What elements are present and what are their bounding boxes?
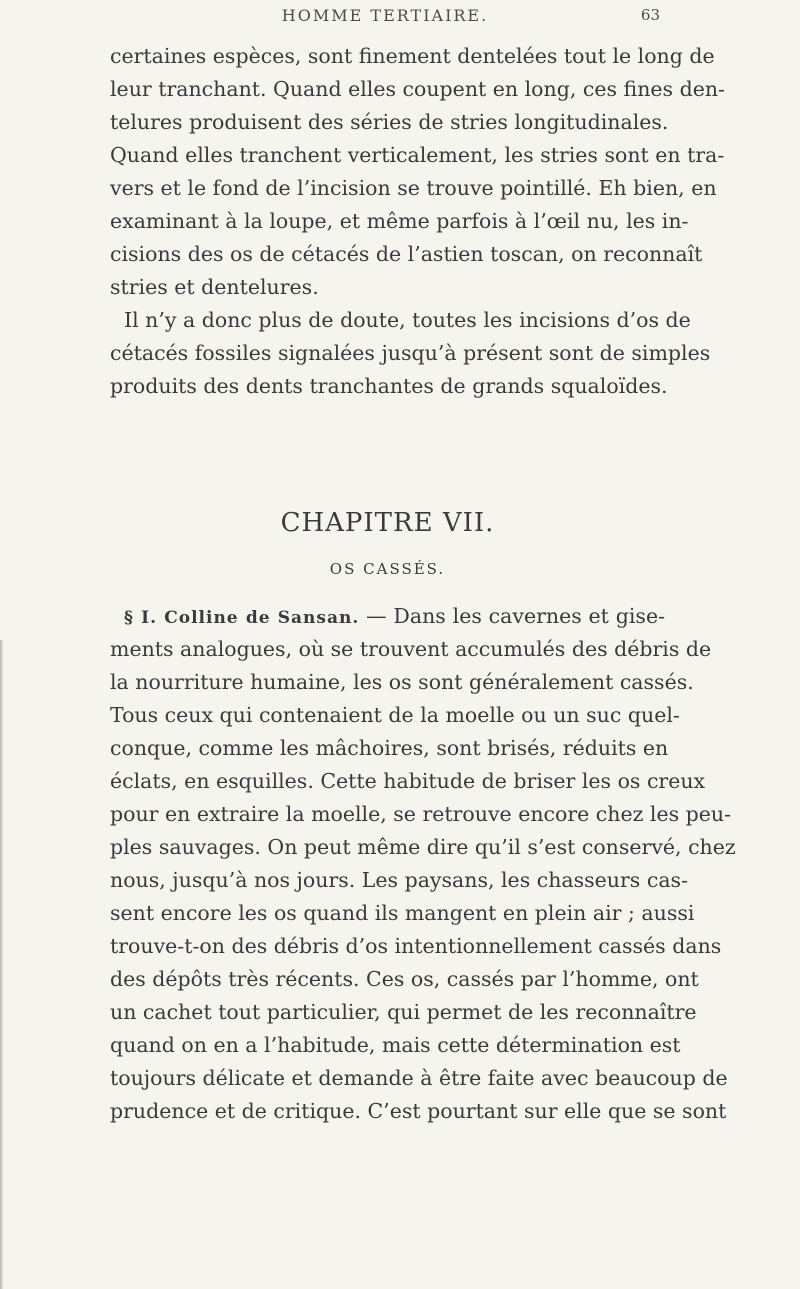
text-line: Quand elles tranchent verticalement, les stries sont en tra- (110, 143, 725, 167)
text-line: telures produisent des séries de stries longitudinales. (110, 110, 669, 134)
text-line: ples sauvages. On peut même dire qu’il s’est conservé, chez (110, 835, 736, 859)
chapter-subtitle: OS CASSÉS. (329, 560, 446, 578)
text-line: cisions des os de cétacés de l’astien toscan, on reconnaît (110, 242, 703, 266)
section-paragraph (110, 600, 736, 1128)
text-line: produits des dents tranchantes de grands squaloïdes. (110, 374, 668, 398)
text-line: conque, comme les mâchoires, sont brisés, réduits en (110, 736, 669, 760)
section-heading: § I. Colline de Sansan. (124, 608, 360, 628)
text-line: stries et dentelures. (110, 275, 319, 299)
text-line: examinant à la loupe, et même parfois à l’œil nu, les in- (110, 209, 689, 233)
text-line: vers et le fond de l’incision se trouve pointillé. Eh bien, en (110, 176, 717, 200)
paragraph-continuation (110, 40, 725, 403)
text-line: nous, jusqu’à nos jours. Les paysans, les chasseurs cas- (110, 868, 688, 892)
section-first-line-text: — Dans les cavernes et gise- (359, 604, 666, 628)
text-line: leur tranchant. Quand elles coupent en long, ces fines den- (110, 77, 725, 101)
section-first-line (110, 600, 665, 633)
text-line: trouve-t-on des débris d’os intentionnellement cassés dans (110, 934, 722, 958)
page-number: 63 (640, 6, 660, 24)
text-line: ments analogues, où se trouvent accumulés des débris de (110, 637, 712, 661)
text-line: la nourriture humaine, les os sont généralement cassés. (110, 670, 694, 694)
text-line: éclats, en esquilles. Cette habitude de briser les os creux (110, 769, 706, 793)
page-gutter-shadow (0, 640, 3, 1289)
text-line: Tous ceux qui contenaient de la moelle ou un suc quel- (110, 703, 680, 727)
text-line: sent encore les os quand ils mangent en plein air ; aussi (110, 901, 695, 925)
text-line: quand on en a l’habitude, mais cette détermination est (110, 1033, 681, 1057)
text-line: pour en extraire la moelle, se retrouve encore chez les peu- (110, 802, 732, 826)
running-title: HOMME TERTIAIRE. (281, 6, 489, 25)
running-head (110, 6, 660, 28)
text-line: un cachet tout particulier, qui permet de les reconnaître (110, 1000, 697, 1024)
text-line: Il n’y a donc plus de doute, toutes les incisions d’os de (124, 308, 691, 332)
text-line: prudence et de critique. C’est pourtant sur elle que se sont (110, 1099, 727, 1123)
text-line: toujours délicate et demande à être faite avec beaucoup de (110, 1066, 728, 1090)
text-line: des dépôts très récents. Ces os, cassés par l’homme, ont (110, 967, 699, 991)
chapter-title: CHAPITRE VII. (280, 508, 495, 538)
text-line: certaines espèces, sont finement dentelées tout le long de (110, 44, 715, 68)
text-line: cétacés fossiles signalées jusqu’à présent sont de simples (110, 341, 711, 365)
